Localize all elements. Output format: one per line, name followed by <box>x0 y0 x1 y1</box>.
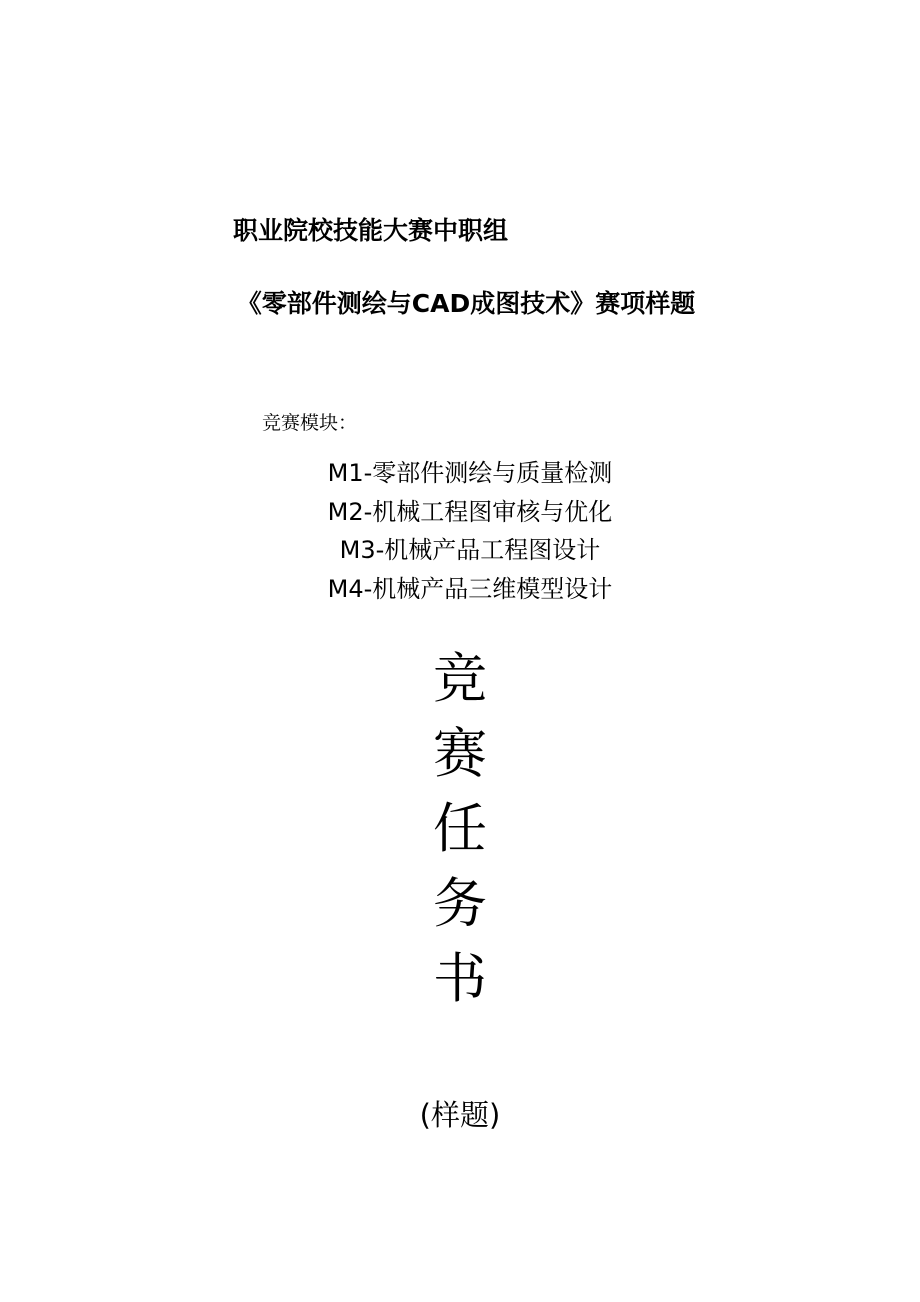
vertical-title-char: 竞 <box>433 647 487 710</box>
vertical-title-char: 务 <box>433 872 487 935</box>
modules-label: 竞赛模块： <box>262 412 358 434</box>
module-item-m2: M2-机械工程图审核与优化 <box>327 497 613 526</box>
task-book-vertical-title <box>430 648 490 1023</box>
event-title: 《零部件测绘与CAD成图技术》赛项样题 <box>236 289 696 318</box>
vertical-title-char: 书 <box>433 947 487 1010</box>
module-item-m4: M4-机械产品三维模型设计 <box>327 574 613 603</box>
sample-label: (样题) <box>419 1098 501 1132</box>
competition-heading: 职业院校技能大赛中职组 <box>233 216 509 245</box>
module-item-m1: M1-零部件测绘与质量检测 <box>327 459 613 487</box>
vertical-title-char: 任 <box>433 797 487 860</box>
module-list <box>0 454 920 608</box>
vertical-title-char: 赛 <box>433 722 487 785</box>
module-item-m3: M3-机械产品工程图设计 <box>339 536 601 564</box>
